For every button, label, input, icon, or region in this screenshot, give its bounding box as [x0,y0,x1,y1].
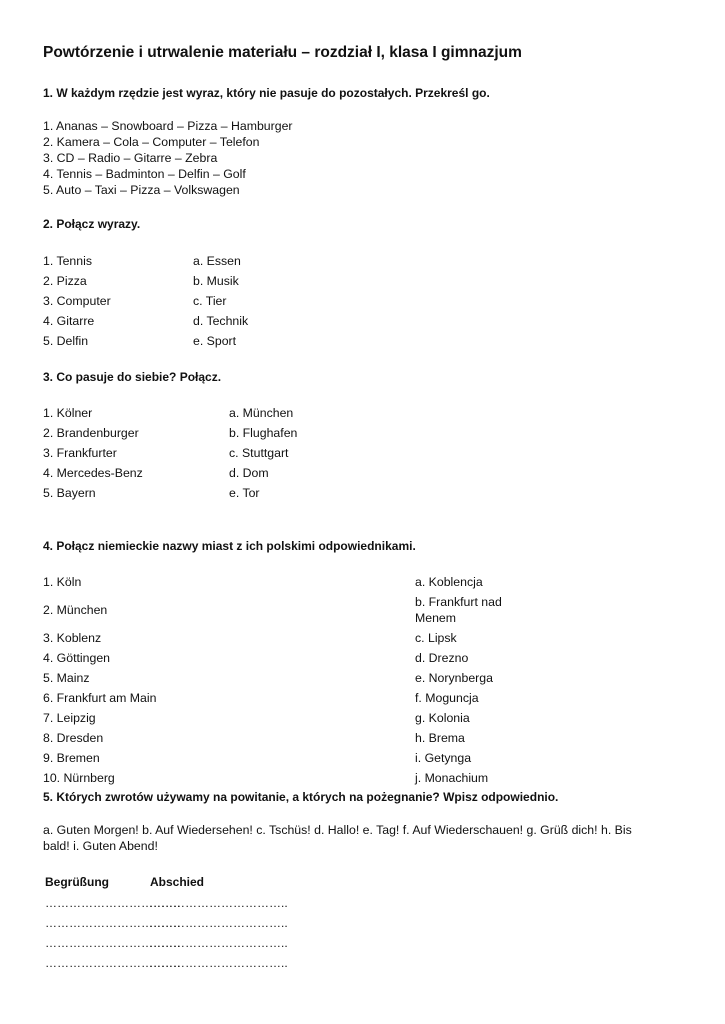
match-row [43,251,683,271]
exercise-1-line: 1. Ananas – Snowboard – Pizza – Hamburger [43,119,293,133]
match-right: c. Stuttgart [229,446,289,460]
match-right: c. Lipsk [415,631,457,645]
match-row [43,648,683,668]
match-right: d. Drezno [415,651,469,665]
match-left: 2. München [43,603,108,617]
match-left: 3. Computer [43,294,111,308]
match-row [43,628,683,648]
match-row [43,271,683,291]
match-left: 8. Dresden [43,731,104,745]
match-left: 1. Tennis [43,254,92,268]
match-right: d. Dom [229,466,269,480]
match-right: d. Technik [193,314,249,328]
match-right: a. München [229,406,294,420]
match-row [43,728,683,748]
exercise-2-heading: 2. Połącz wyrazy. [43,217,141,231]
match-row [43,768,683,788]
match-right: c. Tier [193,294,227,308]
exercise-5-heading: 5. Których zwrotów używamy na powitanie, a których na pożegnanie? Wpisz odpowiednio. [43,790,559,804]
exercise-1-line: 4. Tennis – Badminton – Delfin – Golf [43,167,246,181]
match-right: e. Sport [193,334,237,348]
page-title: Powtórzenie i utrwalenie materiału – rozdział I, klasa I gimnazjum [43,44,522,61]
match-left: 1. Kölner [43,406,93,420]
column-header-begruessung: Begrüßung [45,875,109,889]
answer-blank[interactable]: ……………………………. [45,936,181,950]
match-right: e. Tor [229,486,260,500]
match-row [43,592,683,628]
match-right: g. Kolonia [415,711,470,725]
match-right: b. Frankfurt nad Menem [415,595,502,625]
match-row [43,423,683,443]
match-row [43,688,683,708]
match-row [43,443,683,463]
answer-blank[interactable]: ……………………………. [45,916,181,930]
exercise-3-heading: 3. Co pasuje do siebie? Połącz. [43,370,222,384]
match-left: 2. Pizza [43,274,87,288]
match-right: b. Flughafen [229,426,298,440]
match-row [43,708,683,728]
match-left: 1. Köln [43,575,82,589]
exercise-1-line: 5. Auto – Taxi – Pizza – Volkswagen [43,183,240,197]
match-left: 4. Gitarre [43,314,95,328]
match-right: a. Essen [193,254,241,268]
match-left: 4. Göttingen [43,651,110,665]
match-row [43,483,683,503]
match-left: 7. Leipzig [43,711,96,725]
match-left: 3. Frankfurter [43,446,117,460]
match-left: 10. Nürnberg [43,771,115,785]
match-row [43,668,683,688]
match-right: a. Koblencja [415,575,483,589]
match-left: 9. Bremen [43,751,100,765]
match-left: 2. Brandenburger [43,426,139,440]
match-row [43,291,683,311]
match-left: 6. Frankfurt am Main [43,691,157,705]
answer-blank[interactable]: …………………………….. [149,956,288,970]
match-right: i. Getynga [415,751,472,765]
exercise-1-line: 2. Kamera – Cola – Computer – Telefon [43,135,260,149]
column-header-abschied: Abschied [150,875,205,889]
answer-blank[interactable]: …………………………….. [149,936,288,950]
answer-blank[interactable]: …………………………….. [149,896,288,910]
exercise-1-line: 3. CD – Radio – Gitarre – Zebra [43,151,218,165]
match-row [43,572,683,592]
answer-blank[interactable]: …………………………….. [149,916,288,930]
answer-blank[interactable]: ……………………………. [45,956,181,970]
match-left: 4. Mercedes-Benz [43,466,143,480]
match-left: 3. Koblenz [43,631,102,645]
match-row [43,331,683,351]
match-right: b. Musik [193,274,239,288]
answer-blank[interactable]: ……………………………. [45,896,181,910]
exercise-1-heading: 1. W każdym rzędzie jest wyraz, który nie pasuje do pozostałych. Przekreśl go. [43,86,490,100]
match-right: f. Moguncja [415,691,479,705]
match-row [43,463,683,483]
match-right: e. Norynberga [415,671,493,685]
match-row [43,403,683,423]
match-right: h. Brema [415,731,465,745]
exercise-5-phrases: a. Guten Morgen! b. Auf Wiedersehen! c. Tschüs! d. Hallo! e. Tag! f. Auf Wiederschauen! g. Grüß dich! h. Bis bald! i. Guten Abend! [43,823,632,853]
match-row [43,311,683,331]
match-row [43,748,683,768]
exercise-4-heading: 4. Połącz niemieckie nazwy miast z ich polskimi odpowiednikami. [43,539,416,553]
match-left: 5. Delfin [43,334,89,348]
match-right: j. Monachium [415,771,489,785]
match-left: 5. Bayern [43,486,96,500]
match-left: 5. Mainz [43,671,90,685]
